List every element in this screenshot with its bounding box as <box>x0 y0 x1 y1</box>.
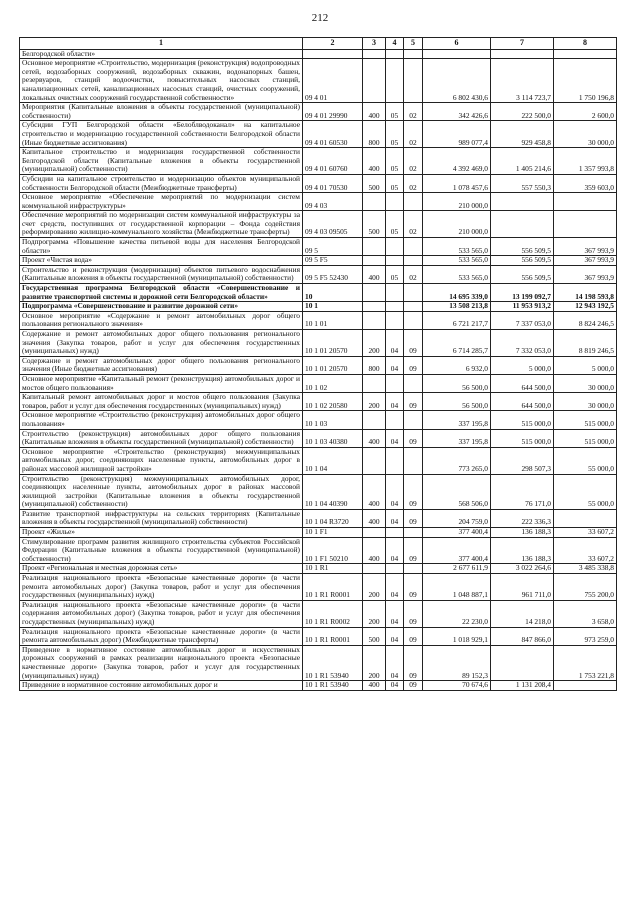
row-value-2020-cell: 337 195,8 <box>423 411 491 429</box>
row-value-2022-cell: 2 600,0 <box>554 103 617 121</box>
row-name-cell: Подпрограмма «Повышение качества питьевой воды для населения Белгородской области» <box>20 238 303 256</box>
row-code-cell: 10 1 R1 <box>303 564 363 574</box>
row-value-2022-cell: 8 824 246,5 <box>554 311 617 329</box>
row-value-2020-cell: 2 677 611,9 <box>423 564 491 574</box>
row-vr-cell <box>404 238 423 256</box>
header-cell: 4 <box>386 38 404 50</box>
row-rz-cell: 200 <box>363 600 386 627</box>
row-vr-cell: 02 <box>404 265 423 283</box>
row-code-cell: 10 1 <box>303 302 363 312</box>
row-name-cell: Основное мероприятие «Содержание и ремонт автомобильных дорог общего пользования регионального значения» <box>20 311 303 329</box>
row-name-cell: Основное мероприятие «Строительство (реконструкция) автомобильных дорог общего пользования» <box>20 411 303 429</box>
row-name-cell: Субсидии ГУП Белгородской области «Белоблводоканал» на капитальное строительство и модернизацию государственной собственности Белгородской области (Иные бюджетные ассигнования) <box>20 121 303 148</box>
table-row <box>20 447 617 474</box>
table-row <box>20 311 617 329</box>
header-cell: 1 <box>20 38 303 50</box>
row-value-2021-cell: 298 507,3 <box>491 447 554 474</box>
row-value-2022-cell: 30 000,0 <box>554 393 617 411</box>
header-cell: 3 <box>363 38 386 50</box>
row-name-cell: Подпрограмма «Совершенствование и развитие дорожной сети» <box>20 302 303 312</box>
row-value-2021-cell: 1 405 214,6 <box>491 148 554 175</box>
table-row <box>20 393 617 411</box>
table-row <box>20 528 617 538</box>
row-pr-cell: 04 <box>386 600 404 627</box>
budget-table <box>19 37 617 691</box>
row-value-2020-cell: 70 674,6 <box>423 681 491 691</box>
row-vr-cell <box>404 59 423 103</box>
row-rz-cell: 400 <box>363 265 386 283</box>
row-vr-cell: 09 <box>404 429 423 447</box>
table-row <box>20 574 617 601</box>
row-name-cell: Строительство (реконструкция) автомобильных дорог общего пользования (Капитальные вложения в объекты государственной (муниципальной) собственности) <box>20 429 303 447</box>
row-rz-cell: 500 <box>363 174 386 192</box>
row-value-2022-cell <box>554 49 617 59</box>
row-code-cell: 09 4 01 70530 <box>303 174 363 192</box>
table-header-row <box>20 38 617 50</box>
row-code-cell: 10 <box>303 284 363 302</box>
row-pr-cell: 05 <box>386 265 404 283</box>
row-rz-cell: 200 <box>363 393 386 411</box>
row-vr-cell <box>404 284 423 302</box>
row-value-2021-cell: 644 500,0 <box>491 393 554 411</box>
row-rz-cell <box>363 374 386 392</box>
row-rz-cell: 400 <box>363 681 386 691</box>
row-value-2021-cell: 557 550,3 <box>491 174 554 192</box>
table-body <box>20 49 617 690</box>
row-code-cell: 09 4 01 <box>303 59 363 103</box>
row-name-cell: Содержание и ремонт автомобильных дорог общего пользования регионального значения (Закупка товаров, работ и услуг для обеспечения государственных (муниципальных) нужд) <box>20 330 303 357</box>
row-pr-cell <box>386 238 404 256</box>
row-value-2020-cell: 210 000,0 <box>423 193 491 211</box>
row-value-2021-cell: 929 458,8 <box>491 121 554 148</box>
row-name-cell: Капитальное строительство и модернизация государственной собственности Белгородской области (Капитальные вложения в объекты государственной (муниципальной) собственности) <box>20 148 303 175</box>
row-pr-cell: 04 <box>386 681 404 691</box>
row-value-2020-cell: 204 759,0 <box>423 509 491 527</box>
row-value-2022-cell: 8 819 246,5 <box>554 330 617 357</box>
table-row <box>20 284 617 302</box>
row-code-cell: 10 1 04 <box>303 447 363 474</box>
table-row <box>20 265 617 283</box>
table-row <box>20 645 617 680</box>
row-pr-cell <box>386 302 404 312</box>
row-pr-cell: 04 <box>386 393 404 411</box>
row-vr-cell <box>404 302 423 312</box>
table-row <box>20 627 617 645</box>
row-vr-cell: 02 <box>404 148 423 175</box>
row-code-cell: 10 1 R1 53940 <box>303 645 363 680</box>
row-value-2021-cell: 7 337 053,0 <box>491 311 554 329</box>
row-value-2020-cell: 377 400,4 <box>423 537 491 564</box>
row-value-2020-cell: 56 500,0 <box>423 393 491 411</box>
row-vr-cell: 02 <box>404 103 423 121</box>
table-row <box>20 429 617 447</box>
row-value-2021-cell <box>491 211 554 238</box>
row-pr-cell: 05 <box>386 211 404 238</box>
row-value-2021-cell <box>491 193 554 211</box>
row-value-2021-cell: 7 332 053,0 <box>491 330 554 357</box>
row-code-cell: 09 4 01 60530 <box>303 121 363 148</box>
row-value-2022-cell: 3 658,0 <box>554 600 617 627</box>
table-row <box>20 411 617 429</box>
table-row <box>20 600 617 627</box>
row-rz-cell <box>363 256 386 266</box>
row-name-cell: Развитие транспортной инфраструктуры на сельских территориях (Капитальные вложения в объекты государственной (муниципальной) собственности) <box>20 509 303 527</box>
row-code-cell: 10 1 04 40390 <box>303 474 363 509</box>
row-value-2021-cell: 5 000,0 <box>491 356 554 374</box>
row-value-2022-cell: 30 000,0 <box>554 374 617 392</box>
row-value-2020-cell: 6 932,0 <box>423 356 491 374</box>
row-name-cell: Капитальный ремонт автомобильных дорог и мостов общего пользования (Закупка товаров, работ и услуг для обеспечения государственных (муниципальных) нужд) <box>20 393 303 411</box>
row-rz-cell: 400 <box>363 509 386 527</box>
row-pr-cell: 04 <box>386 627 404 645</box>
row-rz-cell <box>363 238 386 256</box>
row-value-2021-cell: 222 500,0 <box>491 103 554 121</box>
row-code-cell: 10 1 R1 R0001 <box>303 574 363 601</box>
row-code-cell: 10 1 F1 50210 <box>303 537 363 564</box>
row-value-2021-cell: 13 199 092,7 <box>491 284 554 302</box>
row-value-2020-cell: 337 195,8 <box>423 429 491 447</box>
row-value-2020-cell: 342 426,6 <box>423 103 491 121</box>
row-vr-cell <box>404 528 423 538</box>
header-cell: 5 <box>404 38 423 50</box>
row-value-2022-cell <box>554 211 617 238</box>
row-vr-cell: 09 <box>404 393 423 411</box>
table-row <box>20 121 617 148</box>
row-value-2021-cell: 644 500,0 <box>491 374 554 392</box>
header-cell: 7 <box>491 38 554 50</box>
row-value-2020-cell: 13 508 213,8 <box>423 302 491 312</box>
row-value-2020-cell: 89 152,3 <box>423 645 491 680</box>
row-name-cell: Строительство (реконструкция) межмуниципальных автомобильных дорог, соединяющих населенные пункты, автомобильных дорог в районах массовой жилищной застройки (Капитальные вложения в объекты государственной (муниципальной) собственности) <box>20 474 303 509</box>
row-vr-cell: 09 <box>404 509 423 527</box>
row-vr-cell <box>404 411 423 429</box>
row-code-cell: 09 4 03 <box>303 193 363 211</box>
table-row <box>20 211 617 238</box>
row-value-2021-cell <box>491 645 554 680</box>
row-value-2021-cell: 556 509,5 <box>491 265 554 283</box>
row-value-2022-cell: 1 753 221,8 <box>554 645 617 680</box>
row-vr-cell: 02 <box>404 121 423 148</box>
row-pr-cell: 04 <box>386 429 404 447</box>
row-value-2022-cell: 55 000,0 <box>554 474 617 509</box>
row-pr-cell <box>386 564 404 574</box>
row-name-cell: Проект «Региональная и местная дорожная сеть» <box>20 564 303 574</box>
page-number: 212 <box>311 12 329 24</box>
row-name-cell: Проект «Чистая вода» <box>20 256 303 266</box>
row-value-2020-cell: 6 721 217,7 <box>423 311 491 329</box>
row-value-2021-cell: 76 171,0 <box>491 474 554 509</box>
row-value-2021-cell: 136 188,3 <box>491 528 554 538</box>
row-vr-cell: 09 <box>404 356 423 374</box>
row-value-2020-cell: 6 714 285,7 <box>423 330 491 357</box>
row-pr-cell <box>386 374 404 392</box>
row-rz-cell: 500 <box>363 211 386 238</box>
row-value-2020-cell: 56 500,0 <box>423 374 491 392</box>
row-value-2022-cell: 973 259,0 <box>554 627 617 645</box>
row-code-cell: 09 5 <box>303 238 363 256</box>
row-pr-cell: 04 <box>386 645 404 680</box>
row-name-cell: Реализация национального проекта «Безопасные качественные дороги» (в части содержания автомобильных дорог) (Закупка товаров, работ и услуг для обеспечения государственных (муниципальных) нужд) <box>20 600 303 627</box>
row-name-cell: Содержание и ремонт автомобильных дорог общего пользования регионального значения (Иные бюджетные ассигнования) <box>20 356 303 374</box>
row-value-2022-cell: 367 993,9 <box>554 238 617 256</box>
row-vr-cell <box>404 49 423 59</box>
row-name-cell: Проект «Жилье» <box>20 528 303 538</box>
row-pr-cell <box>386 311 404 329</box>
row-code-cell: 10 1 03 <box>303 411 363 429</box>
row-value-2022-cell: 33 607,2 <box>554 528 617 538</box>
table-row <box>20 103 617 121</box>
row-code-cell: 10 1 04 R3720 <box>303 509 363 527</box>
row-rz-cell: 800 <box>363 356 386 374</box>
row-value-2022-cell <box>554 193 617 211</box>
row-name-cell: Основное мероприятие «Строительство (реконструкция) межмуниципальных автомобильных дорог, соединяющих населенные пункты, автомобильных дорог в районах массовой жилищной застройки» <box>20 447 303 474</box>
row-name-cell: Приведение в нормативное состояние автомобильных дорог и <box>20 681 303 691</box>
row-vr-cell: 09 <box>404 537 423 564</box>
table-row <box>20 681 617 691</box>
row-name-cell: Обеспечение мероприятий по модернизации систем коммунальной инфраструктуры за счет средств, поступивших от государственной корпорации – Фонда содействия реформированию жилищно-коммунального хозяйства (Межбюджетные трансферты) <box>20 211 303 238</box>
row-name-cell: Основное мероприятие «Капитальный ремонт (реконструкция) автомобильных дорог и мостов общего пользования» <box>20 374 303 392</box>
row-code-cell: 10 1 02 20580 <box>303 393 363 411</box>
table-row <box>20 193 617 211</box>
row-code-cell: 10 1 01 <box>303 311 363 329</box>
row-value-2021-cell: 14 218,0 <box>491 600 554 627</box>
row-vr-cell: 02 <box>404 174 423 192</box>
row-pr-cell <box>386 193 404 211</box>
row-rz-cell <box>363 411 386 429</box>
row-rz-cell: 400 <box>363 429 386 447</box>
row-code-cell: 09 4 01 60760 <box>303 148 363 175</box>
table-row <box>20 374 617 392</box>
row-vr-cell: 09 <box>404 681 423 691</box>
row-value-2020-cell: 1 078 457,6 <box>423 174 491 192</box>
row-name-cell: Мероприятия (Капитальные вложения в объекты государственной (муниципальной) собственности) <box>20 103 303 121</box>
row-value-2020-cell: 1 018 929,1 <box>423 627 491 645</box>
row-value-2022-cell: 1 750 196,8 <box>554 59 617 103</box>
row-pr-cell <box>386 256 404 266</box>
row-pr-cell: 04 <box>386 574 404 601</box>
row-code-cell: 10 1 03 40380 <box>303 429 363 447</box>
row-value-2022-cell: 367 993,9 <box>554 256 617 266</box>
row-value-2022-cell: 367 993,9 <box>554 265 617 283</box>
row-rz-cell: 500 <box>363 627 386 645</box>
row-rz-cell <box>363 59 386 103</box>
row-name-cell: Стимулирование программ развития жилищного строительства субъектов Российской Федерации (Капитальные вложения в объекты государственной (муниципальной) собственности) <box>20 537 303 564</box>
row-pr-cell: 04 <box>386 474 404 509</box>
row-value-2020-cell: 4 392 469,0 <box>423 148 491 175</box>
row-code-cell: 10 1 R1 R0002 <box>303 600 363 627</box>
row-value-2020-cell <box>423 49 491 59</box>
row-pr-cell: 04 <box>386 330 404 357</box>
row-value-2020-cell: 22 230,0 <box>423 600 491 627</box>
table-row <box>20 238 617 256</box>
row-code-cell: 09 5 F5 52430 <box>303 265 363 283</box>
row-rz-cell <box>363 284 386 302</box>
row-rz-cell <box>363 49 386 59</box>
table-row <box>20 174 617 192</box>
row-value-2021-cell: 136 188,3 <box>491 537 554 564</box>
row-code-cell: 10 1 F1 <box>303 528 363 538</box>
row-value-2020-cell: 210 000,0 <box>423 211 491 238</box>
row-pr-cell: 05 <box>386 148 404 175</box>
row-code-cell: 09 4 03 09505 <box>303 211 363 238</box>
row-value-2021-cell: 3 114 723,7 <box>491 59 554 103</box>
row-value-2021-cell: 11 953 913,2 <box>491 302 554 312</box>
row-pr-cell <box>386 447 404 474</box>
row-rz-cell <box>363 564 386 574</box>
row-name-cell: Реализация национального проекта «Безопасные качественные дороги» (в части ремонта автомобильных дорог) (Закупка товаров, работ и услуг для обеспечения государственных (муниципальных) нужд) <box>20 574 303 601</box>
row-pr-cell: 05 <box>386 174 404 192</box>
row-code-cell: 10 1 R1 R0001 <box>303 627 363 645</box>
row-value-2020-cell: 6 802 430,6 <box>423 59 491 103</box>
row-code-cell: 10 1 01 20570 <box>303 356 363 374</box>
row-value-2020-cell: 568 506,0 <box>423 474 491 509</box>
row-name-cell: Белгородской области» <box>20 49 303 59</box>
row-value-2021-cell: 847 866,0 <box>491 627 554 645</box>
row-name-cell: Реализация национального проекта «Безопасные качественные дороги» (в части ремонта автомобильных дорог) (Межбюджетные трансферты) <box>20 627 303 645</box>
row-value-2021-cell <box>491 49 554 59</box>
row-rz-cell: 400 <box>363 148 386 175</box>
table-row <box>20 509 617 527</box>
row-value-2020-cell: 989 077,4 <box>423 121 491 148</box>
row-value-2021-cell: 3 022 264,6 <box>491 564 554 574</box>
row-rz-cell <box>363 302 386 312</box>
row-vr-cell: 09 <box>404 574 423 601</box>
row-value-2020-cell: 1 048 887,1 <box>423 574 491 601</box>
row-value-2020-cell: 533 565,0 <box>423 238 491 256</box>
row-vr-cell: 09 <box>404 474 423 509</box>
row-vr-cell: 02 <box>404 211 423 238</box>
row-rz-cell: 400 <box>363 474 386 509</box>
row-rz-cell <box>363 311 386 329</box>
table-row <box>20 302 617 312</box>
row-pr-cell: 04 <box>386 509 404 527</box>
row-vr-cell: 09 <box>404 627 423 645</box>
table-row <box>20 474 617 509</box>
row-value-2020-cell: 533 565,0 <box>423 265 491 283</box>
row-value-2022-cell: 12 943 192,5 <box>554 302 617 312</box>
row-value-2022-cell: 1 357 993,8 <box>554 148 617 175</box>
row-value-2022-cell: 14 198 593,8 <box>554 284 617 302</box>
row-rz-cell <box>363 193 386 211</box>
row-vr-cell <box>404 564 423 574</box>
row-pr-cell: 05 <box>386 103 404 121</box>
row-value-2021-cell: 961 711,0 <box>491 574 554 601</box>
row-rz-cell <box>363 528 386 538</box>
table-row <box>20 356 617 374</box>
row-name-cell: Государственная программа Белгородской области «Совершенствование и развитие транспортной системы и дорожной сети Белгородской области» <box>20 284 303 302</box>
row-value-2021-cell: 515 000,0 <box>491 429 554 447</box>
row-value-2022-cell: 359 603,0 <box>554 174 617 192</box>
row-code-cell: 09 5 F5 <box>303 256 363 266</box>
row-pr-cell <box>386 49 404 59</box>
row-value-2022-cell: 55 000,0 <box>554 447 617 474</box>
table-row <box>20 59 617 103</box>
row-value-2021-cell: 515 000,0 <box>491 411 554 429</box>
table-row <box>20 330 617 357</box>
row-value-2020-cell: 377 400,4 <box>423 528 491 538</box>
row-value-2020-cell: 533 565,0 <box>423 256 491 266</box>
row-value-2022-cell: 515 000,0 <box>554 429 617 447</box>
row-value-2022-cell <box>554 681 617 691</box>
row-code-cell: 10 1 R1 53940 <box>303 681 363 691</box>
row-vr-cell: 09 <box>404 600 423 627</box>
row-vr-cell <box>404 256 423 266</box>
row-value-2022-cell <box>554 509 617 527</box>
row-rz-cell: 800 <box>363 121 386 148</box>
row-value-2021-cell: 556 509,5 <box>491 238 554 256</box>
row-value-2022-cell: 33 607,2 <box>554 537 617 564</box>
row-value-2022-cell: 755 200,0 <box>554 574 617 601</box>
row-code-cell: 10 1 01 20570 <box>303 330 363 357</box>
row-pr-cell <box>386 59 404 103</box>
row-value-2020-cell: 773 265,0 <box>423 447 491 474</box>
row-name-cell: Приведение в нормативное состояние автомобильных дорог и искусственных дорожных сооружений в рамках реализации национального проекта «Безопасные качественные дороги» (Закупка товаров, работ и услуг для государственных (муниципальных) нужд) <box>20 645 303 680</box>
header-cell: 8 <box>554 38 617 50</box>
row-rz-cell: 400 <box>363 103 386 121</box>
row-vr-cell: 09 <box>404 645 423 680</box>
row-rz-cell: 200 <box>363 330 386 357</box>
row-value-2022-cell: 30 000,0 <box>554 121 617 148</box>
row-rz-cell: 200 <box>363 645 386 680</box>
row-pr-cell: 04 <box>386 356 404 374</box>
row-vr-cell <box>404 311 423 329</box>
row-value-2022-cell: 5 000,0 <box>554 356 617 374</box>
table-row <box>20 256 617 266</box>
row-vr-cell: 09 <box>404 330 423 357</box>
header-cell: 2 <box>303 38 363 50</box>
row-value-2022-cell: 3 485 338,8 <box>554 564 617 574</box>
table-row <box>20 148 617 175</box>
row-vr-cell <box>404 193 423 211</box>
row-value-2020-cell: 14 695 339,0 <box>423 284 491 302</box>
row-value-2021-cell: 222 336,3 <box>491 509 554 527</box>
row-value-2022-cell: 515 000,0 <box>554 411 617 429</box>
row-vr-cell <box>404 447 423 474</box>
row-pr-cell: 04 <box>386 537 404 564</box>
row-pr-cell: 05 <box>386 121 404 148</box>
header-cell: 6 <box>423 38 491 50</box>
row-name-cell: Основное мероприятие «Обеспечение мероприятий по модернизации систем коммунальной инфраструктуры» <box>20 193 303 211</box>
row-pr-cell <box>386 528 404 538</box>
row-name-cell: Основное мероприятие «Строительство, модернизация (реконструкция) водопроводных сетей, водозаборных сооружений, водозаборных скважин, водонапорных башен, резервуаров, станций водоочистки, повысительных насосных станций, канализационных сетей, канализационных насосных станций, очистных сооружений, локальных очистных сооружений государственной собственности» <box>20 59 303 103</box>
row-code-cell <box>303 49 363 59</box>
row-code-cell: 09 4 01 29990 <box>303 103 363 121</box>
row-value-2021-cell: 556 509,5 <box>491 256 554 266</box>
row-rz-cell <box>363 447 386 474</box>
row-name-cell: Субсидии на капитальное строительство и модернизацию объектов муниципальной собственности Белгородской области (Межбюджетные трансферты) <box>20 174 303 192</box>
row-value-2021-cell: 1 131 208,4 <box>491 681 554 691</box>
row-vr-cell <box>404 374 423 392</box>
row-rz-cell: 400 <box>363 537 386 564</box>
row-name-cell: Строительство и реконструкция (модернизация) объектов питьевого водоснабжения (Капитальные вложения в объекты государственной (муниципальной) собственности) <box>20 265 303 283</box>
row-rz-cell: 200 <box>363 574 386 601</box>
row-code-cell: 10 1 02 <box>303 374 363 392</box>
table-row <box>20 537 617 564</box>
row-pr-cell <box>386 284 404 302</box>
row-pr-cell <box>386 411 404 429</box>
